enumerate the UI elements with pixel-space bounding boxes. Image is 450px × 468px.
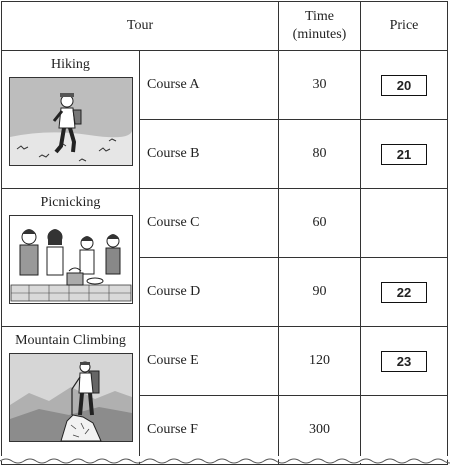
header-price: Price [361,2,448,51]
course-price [361,258,448,327]
course-time: 300 [279,396,361,465]
course-price [361,120,448,189]
course-price [361,189,448,258]
header-time [279,2,361,51]
course-time: 120 [279,327,361,396]
course-time: 60 [279,189,361,258]
course-time: 80 [279,120,361,189]
course-name: Course D [140,258,279,327]
course-name: Course C [140,189,279,258]
course-name: Course B [140,120,279,189]
table-row [2,51,448,120]
hiker-illustration-icon [9,77,133,166]
header-time-unit: (minutes) [292,27,347,42]
tour-table [1,1,448,465]
course-time: 30 [279,51,361,120]
tour-name: Hiking [51,57,90,72]
picnic-family-illustration-icon [9,215,133,304]
course-name: Course F [140,396,279,465]
course-time: 90 [279,258,361,327]
table-row [2,327,448,396]
price-answer-box[interactable]: 21 [381,144,427,165]
table-row [2,189,448,258]
header-time-label: Time [304,9,335,24]
tour-mountain-climbing [2,327,140,465]
price-answer-box[interactable]: 23 [381,351,427,372]
course-name: Course A [140,51,279,120]
price-answer-box[interactable]: 22 [381,282,427,303]
header-row [2,2,448,51]
mountain-climber-illustration-icon [9,353,133,442]
tour-name: Mountain Climbing [15,333,126,348]
course-price [361,327,448,396]
course-price [361,51,448,120]
course-price [361,396,448,465]
tour-picnicking [2,189,140,327]
tour-name: Picnicking [40,195,101,210]
torn-edge-divider [0,456,450,468]
header-tour: Tour [2,2,279,51]
tour-hiking [2,51,140,189]
course-name: Course E [140,327,279,396]
price-answer-box[interactable]: 20 [381,75,427,96]
